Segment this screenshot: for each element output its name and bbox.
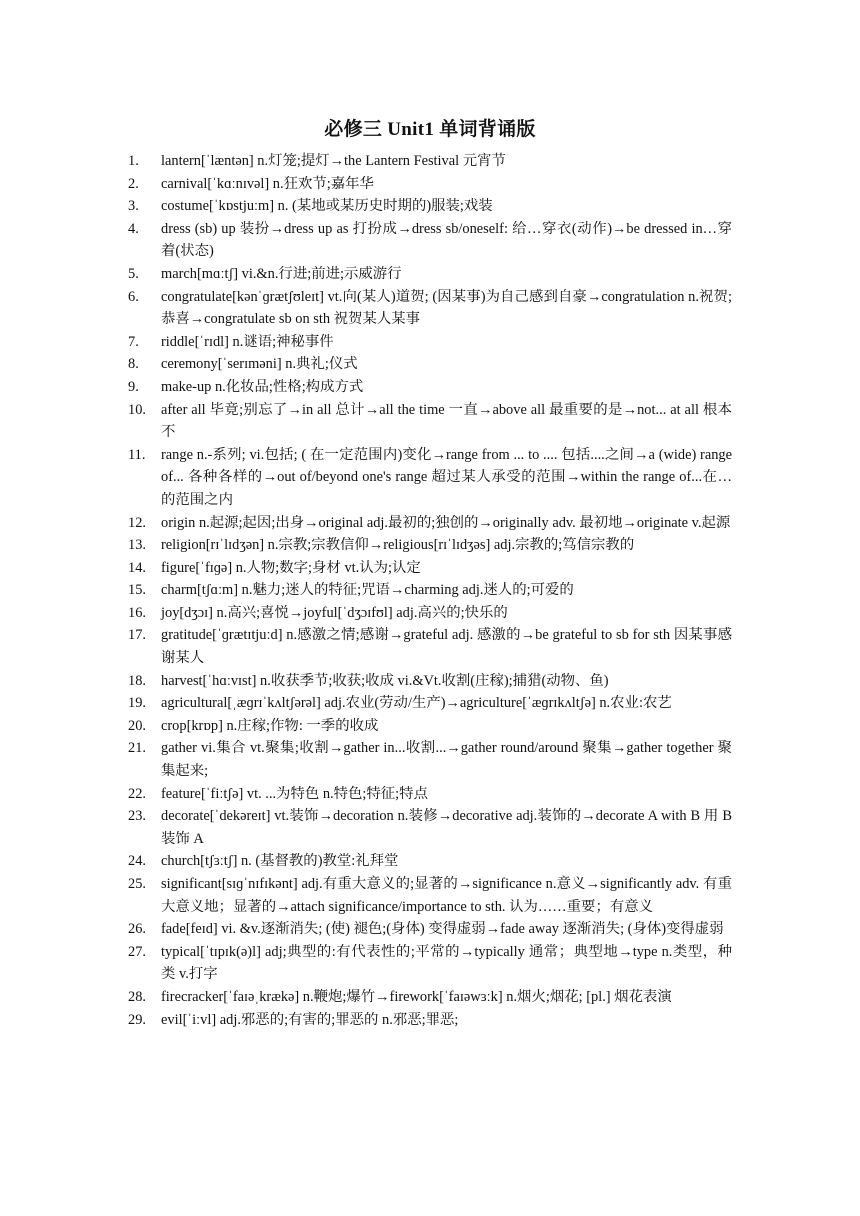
entry-text: agricultural[ˌæɡrɪˈkʌltʃərəl] adj.农业(劳动/生产)→agriculture[ˈæɡrɪkʌltʃə] n.农业:农艺 [161, 695, 672, 712]
entry-number: 18. [128, 672, 146, 689]
vocab-entry [128, 1009, 732, 1032]
entry-number: 27. [128, 943, 146, 960]
vocab-entry [128, 624, 732, 669]
vocab-entry [128, 805, 732, 850]
vocab-entry [128, 286, 732, 331]
entry-number: 11. [128, 446, 146, 463]
vocab-entry [128, 218, 732, 263]
entry-text: origin n.起源;起因;出身→original adj.最初的;独创的→originally adv. 最初地→originate v.起源 [161, 514, 731, 531]
entry-text: evil[ˈiːvl] adj.邪恶的;有害的;罪恶的 n.邪恶;罪恶; [161, 1011, 459, 1028]
page-title: 必修三 Unit1 单词背诵版 [324, 119, 536, 140]
entry-number: 15. [128, 582, 146, 599]
entry-number: 5. [128, 265, 139, 282]
vocab-entry [128, 444, 732, 512]
vocabulary-list [128, 150, 732, 1031]
entry-number: 3. [128, 198, 139, 215]
entry-number: 6. [128, 288, 139, 305]
entry-number: 26. [128, 921, 146, 938]
entry-number: 22. [128, 785, 146, 802]
vocab-entry [128, 692, 732, 715]
entry-text: gratitude[ˈɡrætɪtjuːd] n.感激之情;感谢→grateful adj. 感激的→be grateful to sb for sth 因某事感谢某人 [161, 627, 732, 667]
entry-number: 25. [128, 876, 146, 892]
vocab-entry [128, 737, 732, 782]
entry-text: carnival[ˈkɑːnɪvəl] n.狂欢节;嘉年华 [161, 175, 374, 192]
vocab-entry [128, 353, 732, 376]
entry-number: 28. [128, 988, 146, 1005]
entry-number: 17. [128, 627, 146, 644]
vocab-entry [128, 195, 732, 218]
vocab-entry [128, 986, 732, 1009]
entry-number: 20. [128, 717, 146, 734]
vocab-entry [128, 557, 732, 580]
entry-number: 8. [128, 356, 139, 373]
entry-number: 21. [128, 740, 146, 757]
entry-number: 24. [128, 853, 146, 870]
vocab-entry [128, 331, 732, 354]
entry-text: feature[ˈfiːtʃə] vt. ...为特色 n.特色;特征;特点 [161, 785, 428, 802]
entry-text: crop[krɒp] n.庄稼;作物: 一季的收成 [161, 717, 379, 734]
vocab-entry [128, 579, 732, 602]
vocab-entry [128, 150, 732, 173]
entry-number: 29. [128, 1011, 146, 1028]
entry-number: 2. [128, 175, 139, 192]
vocab-entry [128, 399, 732, 444]
vocab-entry [128, 918, 732, 941]
entry-text: ceremony[ˈserɪməni] n.典礼;仪式 [161, 356, 358, 373]
entry-number: 7. [128, 333, 139, 350]
vocab-entry [128, 873, 732, 918]
entry-number: 19. [128, 695, 146, 712]
entry-text: religion[rɪˈlɪdʒən] n.宗教;宗教信仰→religious[rɪˈlɪdʒəs] adj.宗教的;笃信宗教的 [161, 537, 635, 554]
vocab-entry [128, 173, 732, 196]
entry-number: 10. [128, 401, 146, 418]
entry-text: church[tʃɜːtʃ] n. (基督教的)教堂:礼拜堂 [161, 853, 399, 870]
vocab-entry [128, 534, 732, 557]
entry-text: riddle[ˈrɪdl] n.谜语;神秘事件 [161, 333, 334, 350]
vocab-entry [128, 715, 732, 738]
entry-text: costume[ˈkɒstjuːm] n. (某地或某历史时期的)服装;戏装 [161, 198, 493, 215]
entry-text: firecracker[ˈfaɪəˌkrækə] n.鞭炮;爆竹→firework[ˈfaɪəwɜːk] n.烟火;烟花; [pl.] 烟花表演 [161, 988, 672, 1005]
entry-number: 9. [128, 378, 139, 395]
entry-text: after all 毕竟;别忘了→in all 总计→all the time 一直→above all 最重要的是→not... at all 根本不 [161, 401, 732, 441]
entry-text: significant[sɪɡˈnɪfɪkənt] adj.有重大意义的;显著的→significance n.意义→significantly adv. 有重大意义地；显著的→attach significance/importance to sth. 认为……重要；有意义 [161, 876, 732, 915]
entry-text: joy[dʒɔɪ] n.高兴;喜悦→joyful[ˈdʒɔɪfʊl] adj.高兴的;快乐的 [161, 604, 508, 621]
entry-text: decorate[ˈdekəreɪt] vt.装饰→decoration n.装修→decorative adj.装饰的→decorate A with B 用 B 装饰 A [161, 808, 732, 847]
entry-text: charm[tʃɑːm] n.魅力;迷人的特征;咒语→charming adj.迷人的;可爱的 [161, 582, 574, 599]
vocab-entry [128, 941, 732, 986]
entry-text: dress (sb) up 装扮→dress up as 打扮成→dress sb/oneself: 给…穿衣(动作)→be dressed in…穿着(状态) [161, 220, 732, 260]
entry-text: range n.-系列; vi.包括; ( 在一定范围内)变化→range from ... to .... 包括....之间→a (wide) range of... 各种各样的→out of/beyond one's range 超过某人承受的范围→within the range of...在…的范围之内 [161, 446, 732, 508]
entry-text: make-up n.化妆品;性格;构成方式 [161, 378, 364, 395]
vocab-entry [128, 512, 732, 535]
entry-text: figure[ˈfɪɡə] n.人物;数字;身材 vt.认为;认定 [161, 559, 421, 576]
vocab-entry [128, 602, 732, 625]
entry-number: 4. [128, 220, 139, 237]
entry-text: harvest[ˈhɑːvɪst] n.收获季节;收获;收成 vi.&Vt.收割(庄稼);捕猎(动物、鱼) [161, 672, 609, 689]
entry-number: 14. [128, 559, 146, 576]
entry-number: 1. [128, 153, 139, 169]
entry-text: typical[ˈtɪpɪk(ə)l] adj;典型的:有代表性的;平常的→typically 通常；典型地→type n.类型，种类 v.打字 [161, 943, 732, 983]
entry-text: fade[feɪd] vi. &v.逐渐消失; (使) 褪色;(身体) 变得虚弱→fade away 逐渐消失; (身体)变得虚弱 [161, 921, 724, 938]
entry-text: march[mɑːtʃ] vi.&n.行进;前进;示威游行 [161, 265, 402, 282]
entry-number: 13. [128, 537, 146, 554]
vocab-entry [128, 850, 732, 873]
entry-text: gather vi.集合 vt.聚集;收割→gather in...收割...→gather round/around 聚集→gather together 聚集起来; [161, 740, 732, 780]
entry-number: 16. [128, 604, 146, 621]
vocab-entry [128, 376, 732, 399]
vocab-entry [128, 670, 732, 693]
entry-text: congratulate[kənˈɡrætʃʊleɪt] vt.向(某人)道贺; (因某事)为自己感到自豪→congratulation n.祝贺;恭喜→congratulate sb on sth 祝贺某人某事 [161, 288, 732, 328]
entry-number: 12. [128, 514, 146, 531]
entry-text: lantern[ˈlæntən] n.灯笼;提灯→the Lantern Festival 元宵节 [161, 153, 506, 169]
vocab-entry [128, 263, 732, 286]
entry-number: 23. [128, 808, 146, 825]
vocab-entry [128, 783, 732, 806]
